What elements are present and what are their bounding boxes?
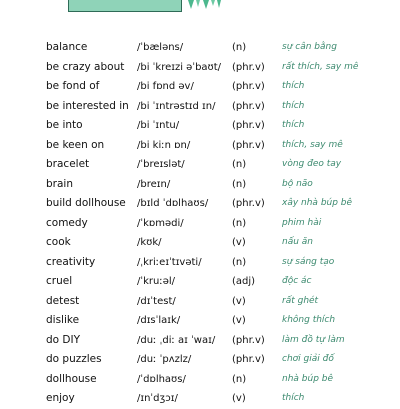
vocab-row: [46, 136, 396, 156]
vocab-meaning: không thích: [282, 315, 336, 325]
vocab-meaning: vòng đeo tay: [282, 159, 342, 169]
vocab-word: dislike: [46, 314, 80, 326]
vocab-word: balance: [46, 41, 88, 53]
vocab-meaning: làm đồ tự làm: [282, 334, 345, 345]
vocab-meaning: nhà búp bê: [282, 373, 334, 384]
vocab-type: (n): [232, 159, 247, 170]
vocab-ipa: /bi ˈɪntrəstɪd ɪn/: [137, 100, 216, 112]
vocab-type: (phr.v): [232, 61, 265, 73]
vocab-word: be interested in: [46, 99, 129, 112]
vocab-word: bracelet: [46, 158, 90, 170]
vocab-type: (v): [232, 393, 246, 404]
vocab-row: [46, 155, 396, 175]
vocab-type: (n): [232, 373, 247, 385]
vocab-row: [46, 272, 396, 292]
vocab-word: be keen on: [46, 138, 105, 151]
vocab-meaning: thích: [282, 120, 305, 130]
vocab-type: (v): [232, 237, 246, 248]
vocab-type: (n): [232, 178, 247, 190]
vocab-meaning: sự cân bằng: [282, 42, 337, 52]
vocab-type: (phr.v): [232, 120, 265, 131]
vocab-type: (phr.v): [232, 334, 265, 346]
vocab-word: comedy: [46, 216, 88, 229]
green-leaf-decoration-icon: [186, 0, 222, 10]
vocab-word: creativity: [46, 255, 96, 268]
vocab-row: [46, 97, 396, 117]
vocab-ipa: /bi fɒnd əv/: [137, 81, 194, 92]
vocab-ipa: /bɪld ˈdɒlhaʊs/: [137, 198, 209, 209]
vocab-row: [46, 370, 396, 390]
vocab-type: (phr.v): [232, 354, 265, 365]
vocab-ipa: /bi kiːn ɒn/: [137, 139, 191, 151]
vocab-type: (n): [232, 42, 247, 53]
vocab-ipa: /dɪˈtest/: [137, 295, 176, 307]
vocab-meaning: độc ác: [282, 276, 312, 286]
vocab-meaning: nấu ăn: [282, 237, 314, 247]
vocab-row: [46, 116, 396, 136]
vocab-ipa: /dɪsˈlaɪk/: [137, 315, 181, 326]
vocab-row: [46, 38, 396, 58]
vocab-meaning: rất ghét: [282, 295, 319, 306]
vocab-row: [46, 389, 396, 409]
vocab-type: (n): [232, 256, 247, 268]
vocab-word: do puzzles: [46, 353, 102, 365]
vocab-type: (adj): [232, 276, 256, 287]
vocab-row: [46, 311, 396, 331]
vocab-row: [46, 194, 396, 214]
vocab-meaning: xây nhà búp bê: [282, 198, 353, 208]
vocab-row: [46, 175, 396, 195]
vocab-ipa: /ˈbreɪslət/: [137, 159, 185, 170]
vocab-meaning: thích, say mê: [282, 139, 343, 150]
vocab-ipa: /breɪn/: [137, 178, 171, 190]
vocab-meaning: thích: [282, 81, 305, 91]
vocab-ipa: /duː ˈpʌzlz/: [137, 354, 192, 365]
vocabulary-list: [46, 38, 396, 409]
vocab-meaning: thích: [282, 100, 305, 111]
vocab-word: enjoy: [46, 392, 75, 404]
vocab-row: [46, 233, 396, 253]
vocab-ipa: /kʊk/: [137, 237, 162, 248]
vocab-type: (v): [232, 315, 246, 326]
vocab-row: [46, 253, 396, 273]
vocab-word: dollhouse: [46, 372, 97, 385]
vocab-row: [46, 292, 396, 312]
vocab-type: (n): [232, 217, 247, 229]
vocab-ipa: /bi ˈɪntu/: [137, 120, 180, 131]
vocab-ipa: /duː ˌdiː aɪ ˈwaɪ/: [137, 334, 216, 346]
vocab-row: [46, 350, 396, 370]
vocab-word: be into: [46, 119, 83, 131]
vocab-word: detest: [46, 294, 80, 307]
vocab-row: [46, 58, 396, 78]
vocab-ipa: /ˌkriːeɪˈtɪvəti/: [137, 256, 202, 268]
vocab-meaning: rất thích, say mê: [282, 61, 359, 72]
vocab-word: cook: [46, 236, 71, 248]
vocab-meaning: sự sáng tạo: [282, 256, 335, 267]
vocab-row: [46, 214, 396, 234]
header-tab: [68, 0, 182, 12]
vocab-ipa: /bi ˈkreɪzi əˈbaʊt/: [137, 61, 222, 73]
vocab-meaning: phim hài: [282, 217, 322, 228]
vocab-ipa: /ˈkɒmədi/: [137, 217, 184, 229]
vocab-meaning: bộ não: [282, 178, 313, 189]
vocab-word: be fond of: [46, 80, 100, 92]
vocab-word: build dollhouse: [46, 197, 126, 209]
vocab-type: (phr.v): [232, 198, 265, 209]
vocab-ipa: /ˈkruːəl/: [137, 276, 176, 287]
vocab-ipa: /ɪnˈdʒɔɪ/: [137, 393, 178, 404]
vocab-type: (phr.v): [232, 100, 265, 112]
vocab-type: (v): [232, 295, 246, 307]
vocab-word: cruel: [46, 275, 73, 287]
vocab-row: [46, 77, 396, 97]
vocab-ipa: /ˈdɒlhaʊs/: [137, 373, 186, 385]
vocab-word: brain: [46, 177, 73, 190]
vocab-type: (phr.v): [232, 81, 265, 92]
vocab-type: (phr.v): [232, 139, 265, 151]
vocab-row: [46, 331, 396, 351]
vocab-word: do DIY: [46, 333, 81, 346]
vocab-ipa: /ˈbæləns/: [137, 42, 184, 53]
vocab-word: be crazy about: [46, 60, 125, 73]
vocab-meaning: chơi giải đố: [282, 354, 334, 364]
vocab-meaning: thích: [282, 393, 305, 403]
